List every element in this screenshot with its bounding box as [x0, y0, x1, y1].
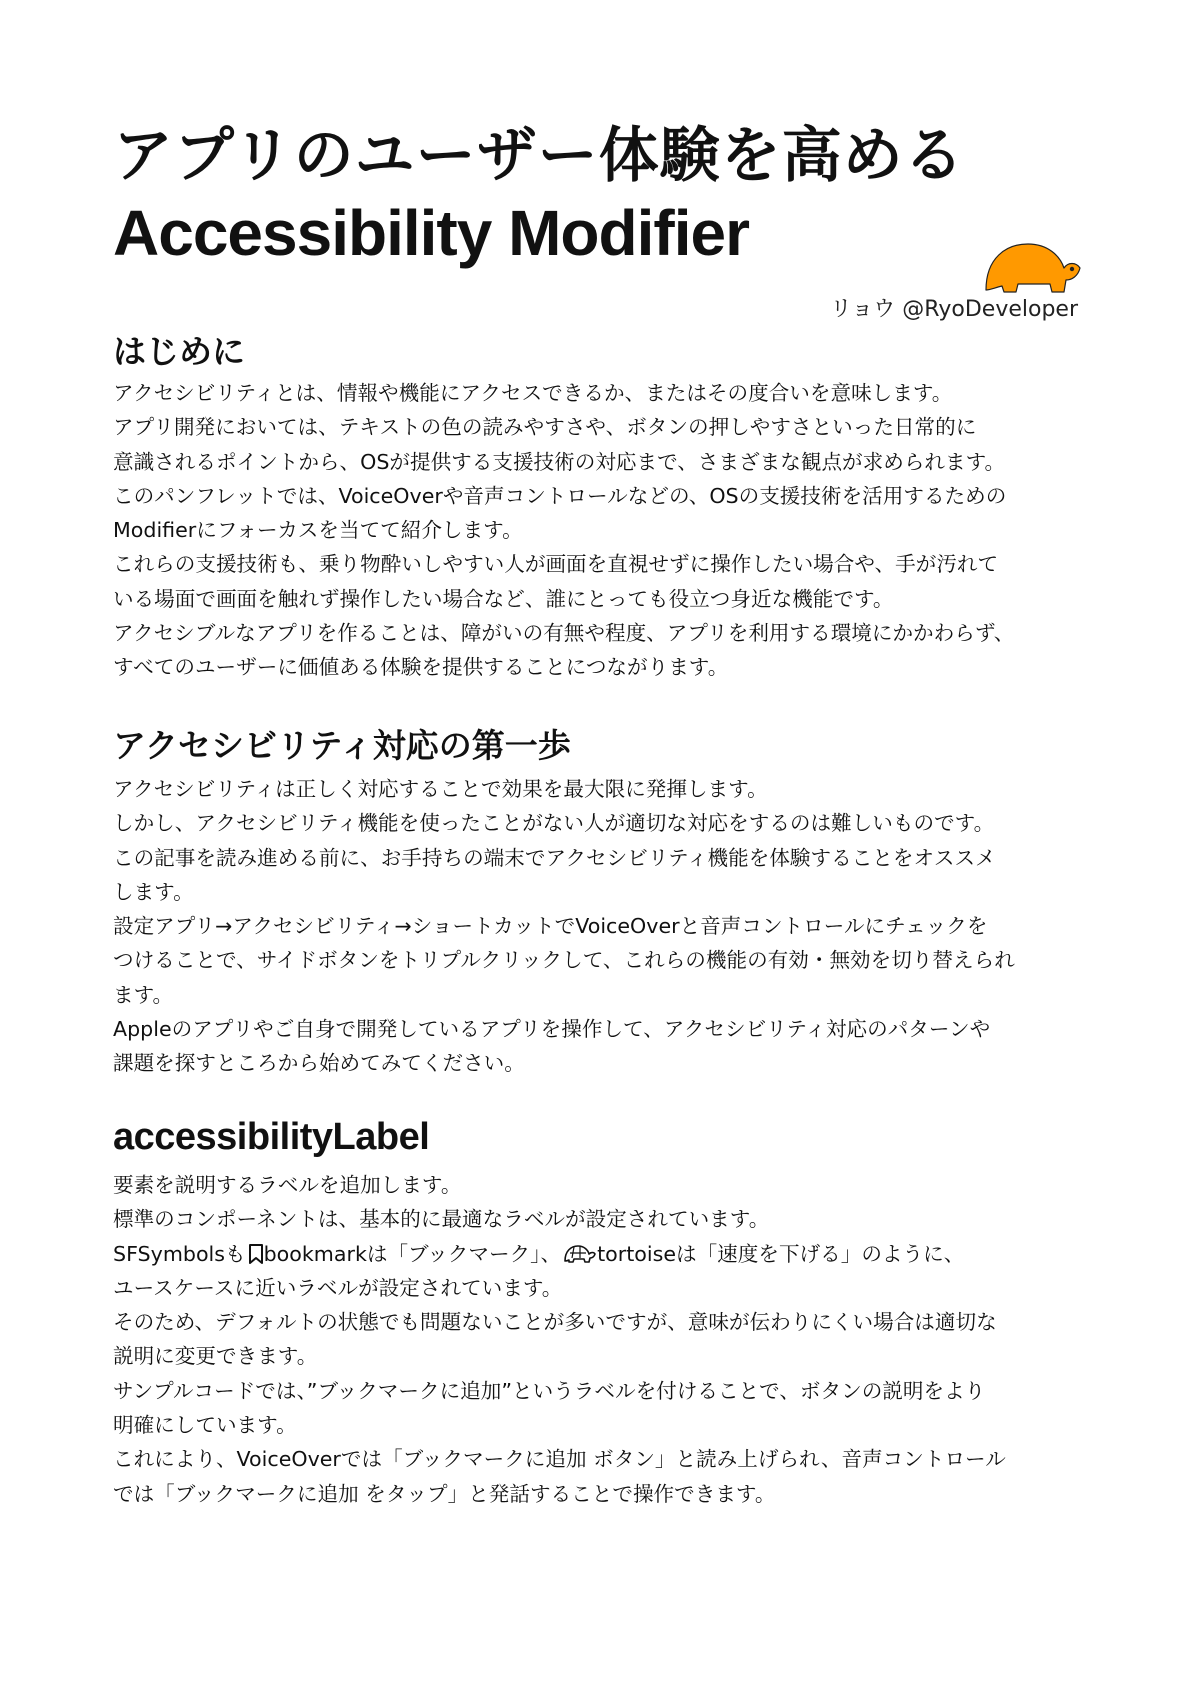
paragraph-line: 明確にしています。	[113, 1413, 297, 1438]
paragraph-line: そのため、デフォルトの状態でも問題ないことが多いですが、意味が伝わりにくい場合は適切な	[113, 1310, 997, 1335]
bookmark-icon	[248, 1243, 264, 1265]
paragraph-line: このパンフレットでは、VoiceOverや音声コントロールなどの、OSの支援技術を活用するための	[113, 483, 1007, 508]
turtle-mascot-icon	[980, 236, 1082, 300]
paragraph-line: すべてのユーザーに価値ある体験を提供することにつながります。	[113, 655, 729, 680]
paragraph-line: 課題を探すところから始めてみてください。	[113, 1051, 525, 1076]
title-line-1: アプリのユーザー体験を高める	[113, 121, 965, 191]
paragraph-line: 設定アプリ→アクセシビリティ→ショートカットでVoiceOverと音声コントロールにチェックを	[113, 914, 988, 939]
paragraph-line: します。	[113, 879, 194, 904]
paragraph-line: 意識されるポイントから、OSが提供する支援技術の対応まで、さまざまな観点が求められます。	[113, 449, 1006, 474]
paragraph-line-with-icons	[113, 1237, 1093, 1271]
paragraph-line: ユースケースに近いラベルが設定されています。	[113, 1275, 563, 1300]
paragraph-line: これにより、VoiceOverでは「ブックマークに追加 ボタン」と読み上げられ、音声コントロール	[113, 1447, 1006, 1472]
paragraph-line: つけることで、サイドボタンをトリプルクリックして、これらの機能の有効・無効を切り替えられ	[113, 948, 1015, 973]
paragraph-line: 説明に変更できます。	[113, 1344, 318, 1369]
paragraph-line: 要素を説明するラベルを追加します。	[113, 1173, 462, 1197]
paragraph-line: では「ブックマークに追加 をタップ」と発話することで操作できます。	[113, 1481, 776, 1506]
paragraph-line: アクセシブルなアプリを作ることは、障がいの有無や程度、アプリを利用する環境にかかわらず、	[113, 621, 1015, 646]
paragraph-line: ます。	[113, 982, 174, 1007]
paragraph-line: Appleのアプリやご自身で開発しているアプリを操作して、アクセシビリティ対応のパターンや	[113, 1017, 991, 1042]
paragraph-line: サンプルコードでは、”ブックマークに追加”というラベルを付けることで、ボタンの説明をより	[113, 1378, 986, 1403]
paragraph-line: これらの支援技術も、乗り物酔いしやすい人が画面を直視せずに操作したい場合や、手が汚れて	[113, 552, 999, 577]
paragraph-line: Modifierにフォーカスを当てて紹介します。	[113, 518, 523, 543]
section-heading-first-step: アクセシビリティ対応の第一歩	[113, 726, 571, 765]
text-fragment: bookmarkは「ブックマーク」、	[263, 1241, 562, 1266]
first-step-body	[113, 772, 1093, 1081]
section-heading-intro: はじめに	[113, 332, 245, 371]
paragraph-line: アプリ開発においては、テキストの色の読みやすさや、ボタンの押しやすさといった日常的に	[113, 415, 977, 440]
paragraph-line: いる場面で画面を触れず操作したい場合など、誰にとっても役立つ身近な機能です。	[113, 586, 894, 611]
paragraph-line: 標準のコンポーネントは、基本的に最適なラベルが設定されています。	[113, 1207, 770, 1232]
tortoise-icon	[563, 1243, 597, 1265]
accessibility-label-body	[113, 1168, 1093, 1511]
title-line-2: Accessibility Modifier	[113, 197, 749, 269]
text-fragment: SFSymbolsも	[113, 1241, 246, 1266]
intro-body	[113, 376, 1093, 685]
section-heading-accessibility-label: accessibilityLabel	[113, 1116, 430, 1158]
paragraph-line: しかし、アクセシビリティ機能を使ったことがない人が適切な対応をするのは難しいものです。	[113, 811, 995, 836]
author-byline: リョウ @RyoDeveloper	[829, 297, 1078, 322]
paragraph-line: アクセシビリティとは、情報や機能にアクセスできるか、またはその度合いを意味します。	[113, 381, 953, 405]
paragraph-line: この記事を読み進める前に、お手持ちの端末でアクセシビリティ機能を体験することをオススメ	[113, 845, 996, 870]
text-fragment: tortoiseは「速度を下げる」のように、	[597, 1241, 965, 1266]
paragraph-line: アクセシビリティは正しく対応することで効果を最大限に発揮します。	[113, 777, 768, 801]
